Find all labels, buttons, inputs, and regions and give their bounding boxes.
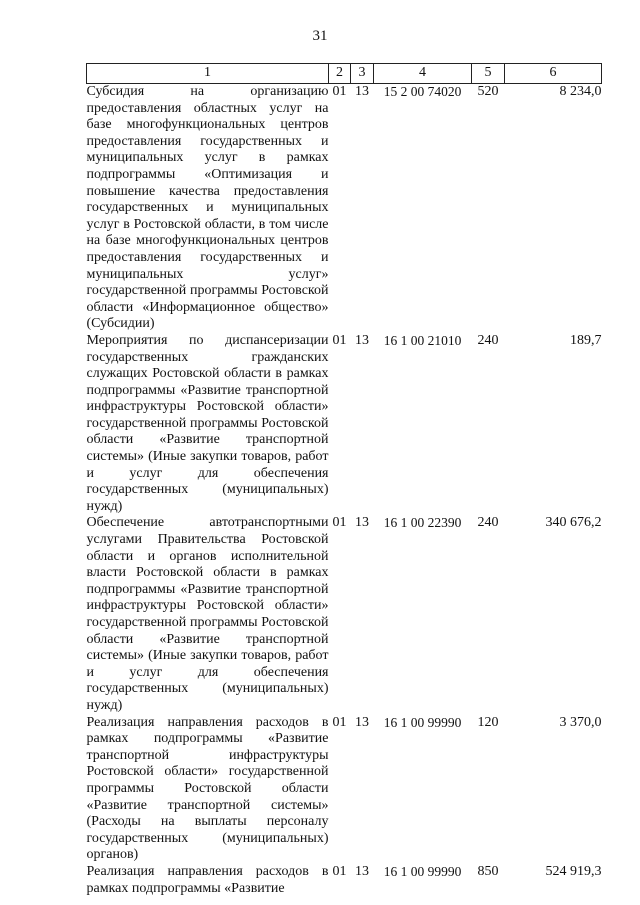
row-amount: 189,7 bbox=[570, 332, 602, 348]
row-description: Субсидия на организацию предоставления областных услуг на базе многофункциональных центров предоставления государственных и муниципальных услуг в рамках подпрограммы «Оптимизация и повышение качества предоставления государственных и муниципальных услуг в Ростовской области, в том числе на базе многофункциональных центров предоставления государственных и муниципальных услуг» государственной программы Ростовской области «Информационное общество» (Субсидии) bbox=[86, 84, 329, 332]
budget-table bbox=[86, 63, 602, 897]
row-target-code: 15 2 00 74020 bbox=[383, 84, 462, 99]
row-expense-type: 240 bbox=[477, 332, 499, 348]
row-description: Реализация направления расходов в рамках подпрограммы «Развитие bbox=[86, 863, 329, 896]
table-row bbox=[87, 333, 602, 516]
row-description: Реализация направления расходов в рамках подпрограммы «Развитие транспортной инфраструктуры Ростовской области» государственной программы Ростовской области «Развитие транспортной системы» (Расходы на выплаты персоналу государственных (муниципальных) органов) bbox=[86, 714, 329, 863]
row-amount: 3 370,0 bbox=[559, 714, 602, 730]
row-subsection-code: 13 bbox=[355, 863, 369, 879]
header-col-1: 1 bbox=[87, 64, 329, 84]
table-row bbox=[87, 715, 602, 864]
row-amount: 340 676,2 bbox=[545, 515, 602, 531]
row-target-code: 16 1 00 22390 bbox=[383, 515, 462, 531]
row-subsection-code: 13 bbox=[355, 714, 369, 730]
row-section-code: 01 bbox=[332, 863, 347, 879]
row-target-code: 16 1 00 21010 bbox=[383, 332, 462, 348]
row-amount: 524 919,3 bbox=[545, 863, 602, 879]
table-header-row bbox=[87, 64, 602, 84]
header-col-6: 6 bbox=[505, 64, 602, 84]
table-row bbox=[87, 864, 602, 897]
row-target-code: 16 1 00 99990 bbox=[383, 863, 462, 879]
row-section-code: 01 bbox=[332, 332, 347, 348]
row-subsection-code: 13 bbox=[355, 332, 369, 348]
row-amount: 8 234,0 bbox=[559, 84, 602, 99]
header-col-2: 2 bbox=[329, 64, 351, 84]
row-subsection-code: 13 bbox=[355, 515, 369, 531]
header-col-5: 5 bbox=[472, 64, 505, 84]
row-description: Мероприятия по диспансеризации государственных гражданских служащих Ростовской области в рамках подпрограммы «Развитие транспортной инфраструктуры Ростовской области» государственной программы Ростовской области «Развитие транспортной системы» (Иные закупки товаров, работ и услуг для обеспечения государственных (муниципальных) нужд) bbox=[86, 332, 329, 514]
row-section-code: 01 bbox=[332, 515, 347, 531]
row-expense-type: 120 bbox=[477, 714, 499, 730]
page-number: 31 bbox=[312, 28, 328, 44]
row-target-code: 16 1 00 99990 bbox=[383, 714, 462, 730]
header-col-4: 4 bbox=[374, 64, 472, 84]
row-expense-type: 850 bbox=[477, 863, 499, 879]
row-expense-type: 520 bbox=[477, 84, 499, 99]
row-section-code: 01 bbox=[332, 714, 347, 730]
header-col-3: 3 bbox=[351, 64, 374, 84]
row-description: Обеспечение автотранспортными услугами Правительства Ростовской области и органов исполнительной власти Ростовской области в рамках подпрограммы «Развитие транспортной инфраструктуры Ростовской области» государственной программы Ростовской области «Развитие транспортной системы» (Иные закупки товаров, работ и услуг для обеспечения государственных (муниципальных) нужд) bbox=[86, 515, 329, 713]
row-expense-type: 240 bbox=[477, 515, 499, 531]
row-subsection-code: 13 bbox=[355, 84, 369, 99]
row-section-code: 01 bbox=[332, 84, 347, 99]
table-row bbox=[87, 515, 602, 714]
table-row bbox=[87, 84, 602, 333]
